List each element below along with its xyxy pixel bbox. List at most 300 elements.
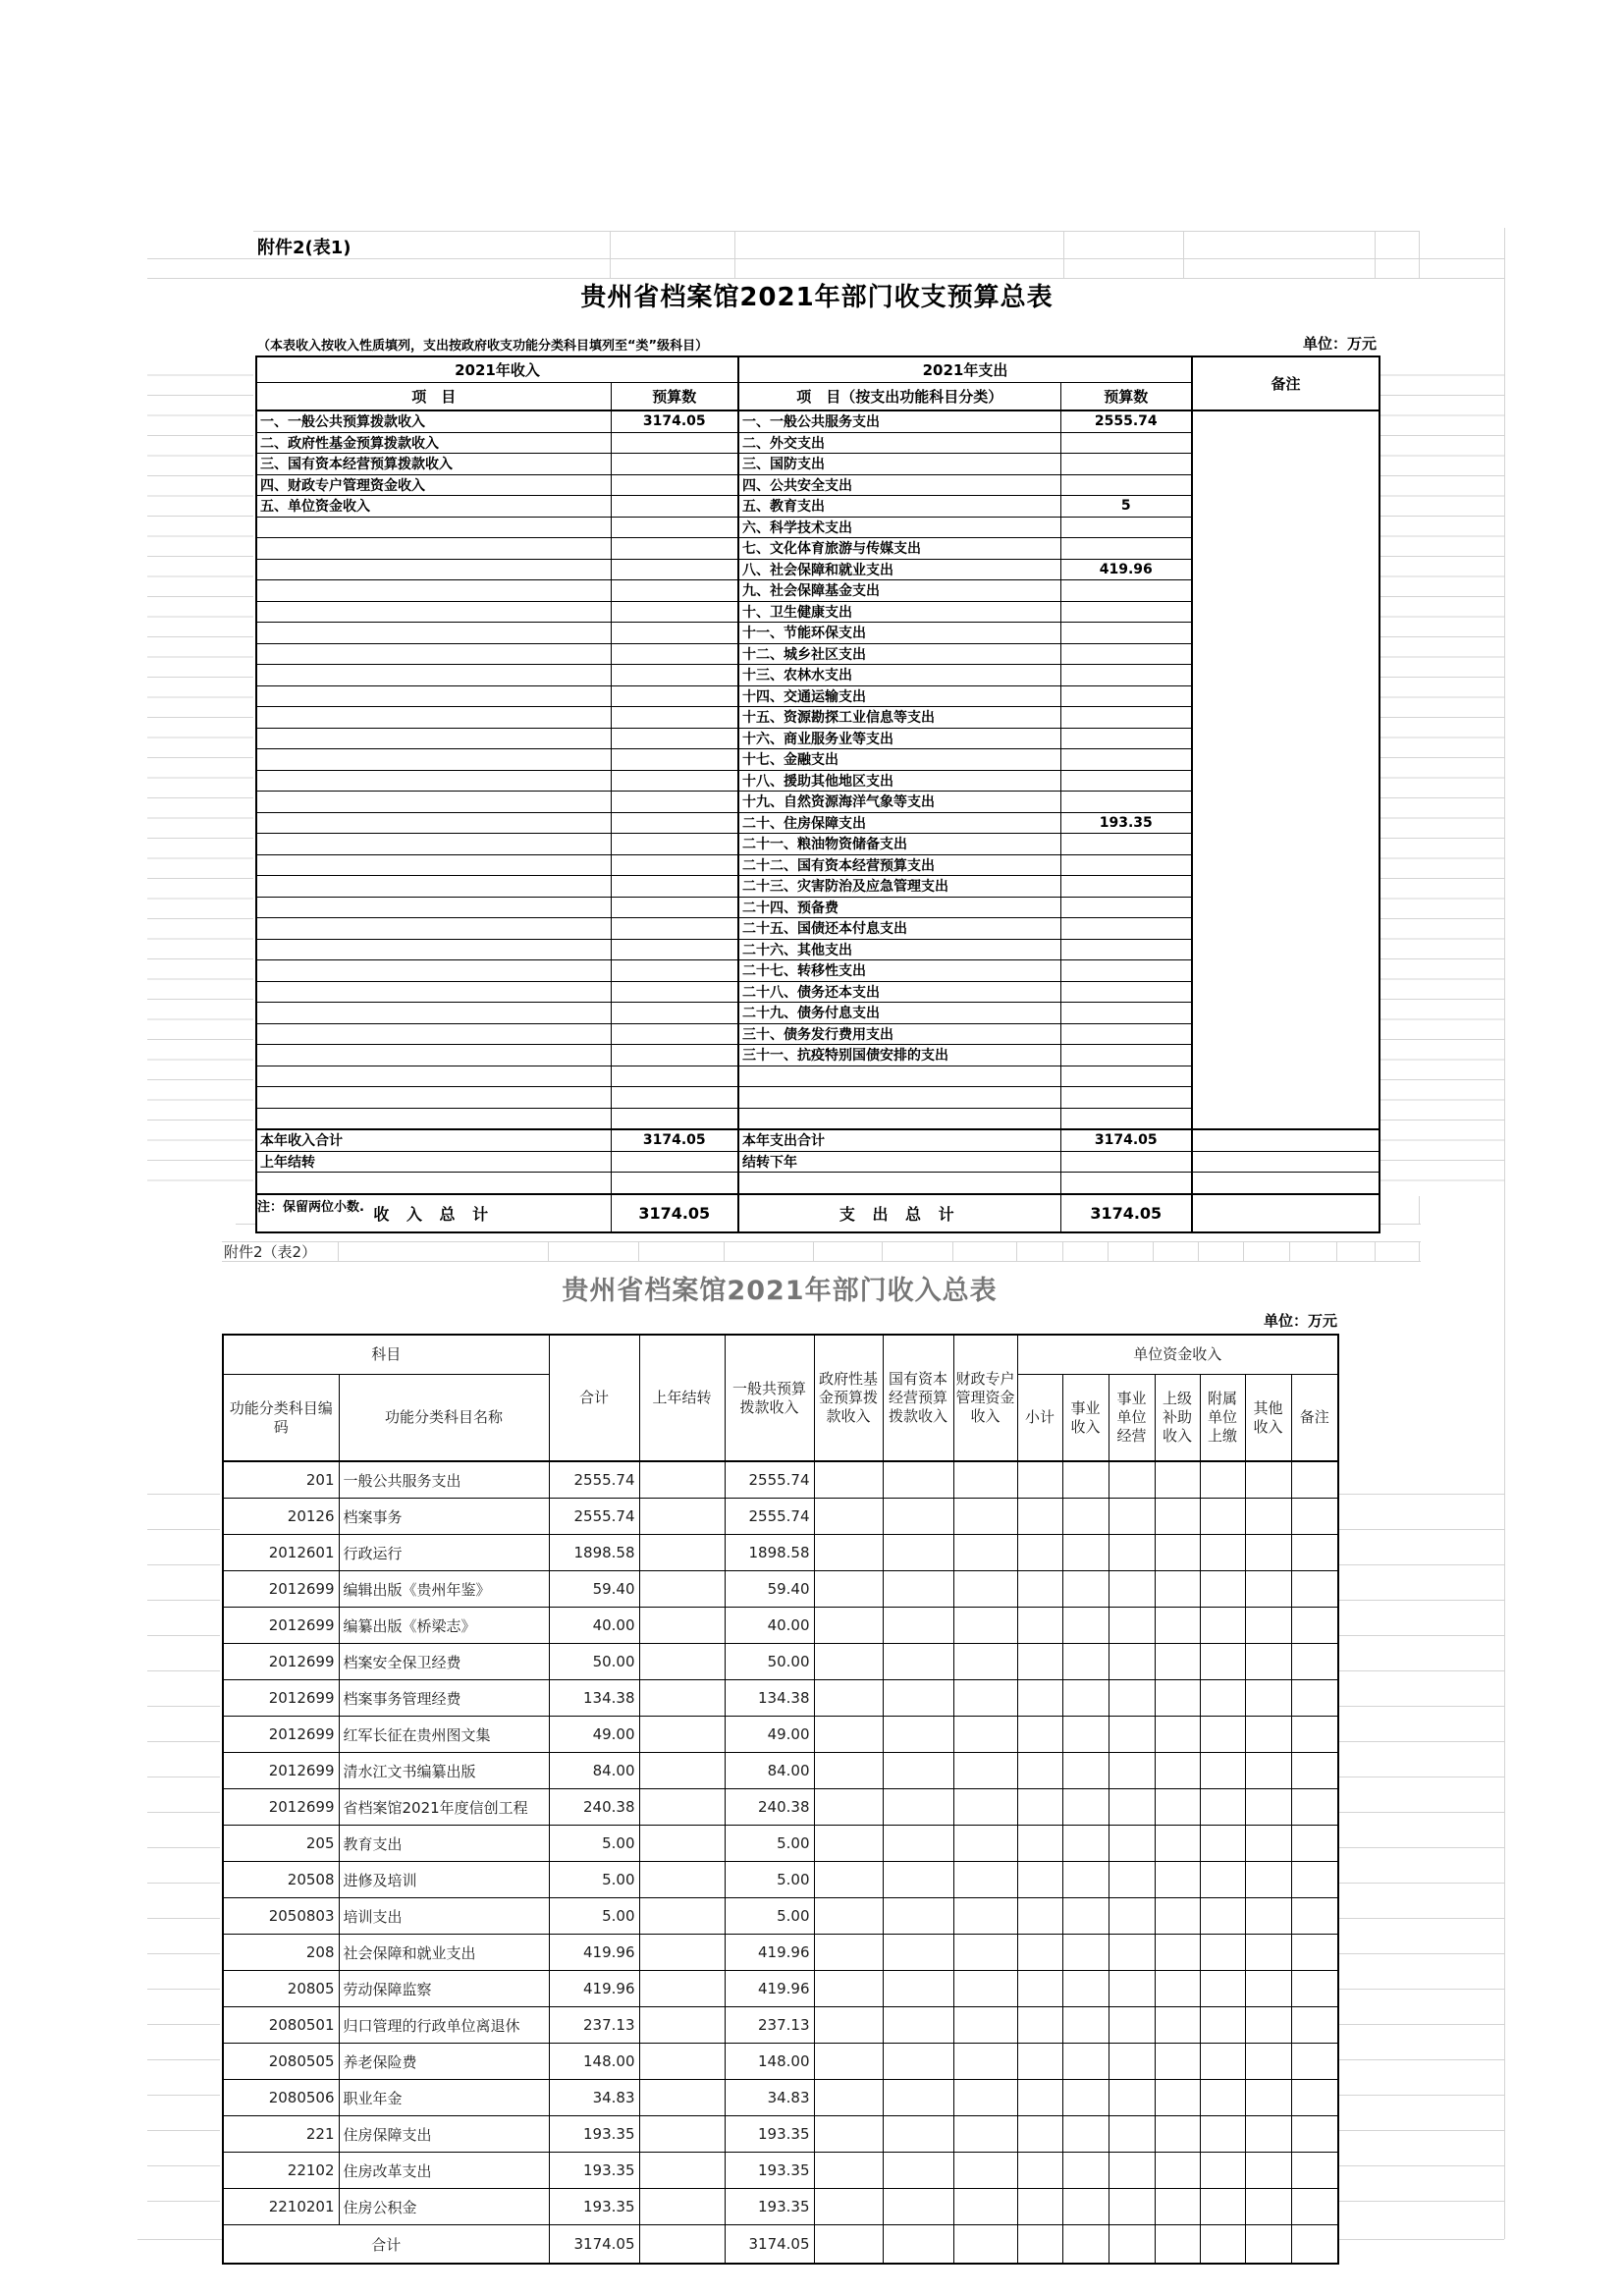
remark-cell: [1291, 1898, 1338, 1935]
fiscal-account-cell: [953, 2153, 1017, 2189]
carryover-cell: [639, 1789, 725, 1826]
other-income-cell: [1245, 2153, 1291, 2189]
subtotal-cell: [1017, 2007, 1062, 2044]
gridline: [1198, 1241, 1199, 1261]
expense-amount-cell: [1060, 707, 1192, 729]
budget-summary-table: [255, 355, 1380, 1233]
expense-amount-cell: 193.35: [1060, 812, 1192, 834]
income-item-cell: [256, 1023, 611, 1045]
income-amount-cell: [611, 939, 738, 960]
other-income-cell: [1245, 2225, 1291, 2265]
table2-row: [223, 1499, 1338, 1535]
state-capital-cell: [883, 1826, 953, 1862]
table1-header-row-groups: [256, 356, 1380, 383]
income-amount-cell: [611, 623, 738, 644]
expense-item-cell: 三、国防支出: [738, 454, 1060, 475]
income-total-label-cell: 收 入 总 计: [256, 1194, 611, 1232]
fiscal-account-cell: [953, 1644, 1017, 1680]
fiscal-account-cell: [953, 2189, 1017, 2225]
expense-item-cell: 二、外交支出: [738, 432, 1060, 454]
higher-subsidy-cell: [1155, 1571, 1200, 1608]
expense-item-cell: 二十五、国债还本付息支出: [738, 918, 1060, 940]
subtotal-cell: [1017, 1826, 1062, 1862]
general-budget-header: 一般共预算拨款收入: [725, 1335, 814, 1461]
other-income-cell: [1245, 1461, 1291, 1499]
expense-item-cell: 十六、商业服务业等支出: [738, 728, 1060, 749]
general-budget-cell: 5.00: [725, 1826, 814, 1862]
state-capital-cell: [883, 1971, 953, 2007]
table1-row: [256, 876, 1380, 898]
income-amount-cell: [611, 1173, 738, 1194]
table2-row: [223, 1898, 1338, 1935]
remark-cell: [1192, 897, 1380, 918]
total-cell: 59.40: [549, 1571, 639, 1608]
income-item-cell: [256, 685, 611, 707]
income-amount-cell: [611, 770, 738, 792]
remark-cell: [1291, 2189, 1338, 2225]
fiscal-account-cell: [953, 1898, 1017, 1935]
higher-subsidy-cell: [1155, 1608, 1200, 1644]
code-cell: 22102: [223, 2153, 339, 2189]
higher-subsidy-cell: [1155, 1935, 1200, 1971]
gov-fund-cell: [814, 2116, 883, 2153]
name-cell: 住房公积金: [339, 2189, 549, 2225]
higher-subsidy-header: 上级补助收入: [1155, 1375, 1200, 1462]
business-income-cell: [1062, 2116, 1109, 2153]
table1-row: [256, 1173, 1380, 1194]
gridline: [1419, 231, 1420, 278]
business-operation-cell: [1109, 2007, 1155, 2044]
total-cell: 5.00: [549, 1862, 639, 1898]
income-amount-cell: [611, 432, 738, 454]
expense-amount-cell: [1060, 728, 1192, 749]
other-income-cell: [1245, 1571, 1291, 1608]
table1-row: [256, 538, 1380, 560]
table2-unit-label: 单位：万元: [1263, 1312, 1337, 1330]
affiliate-remit-cell: [1200, 1644, 1245, 1680]
remark-cell: [1192, 960, 1380, 982]
fiscal-account-header: 财政专户管理资金收入: [953, 1335, 1017, 1461]
subtotal-cell: [1017, 1862, 1062, 1898]
table1-row: [256, 812, 1380, 834]
expense-amount-cell: [1060, 876, 1192, 898]
business-income-cell: [1062, 1644, 1109, 1680]
gov-fund-cell: [814, 2007, 883, 2044]
income-item-header: 项 目: [256, 383, 611, 411]
table2-row: [223, 1935, 1338, 1971]
general-budget-cell: 193.35: [725, 2153, 814, 2189]
income-amount-cell: [611, 538, 738, 560]
income-item-cell: [256, 1173, 611, 1194]
business-operation-cell: [1109, 2044, 1155, 2080]
gov-fund-cell: [814, 1608, 883, 1644]
income-item-cell: [256, 834, 611, 855]
expense-amount-cell: 419.96: [1060, 559, 1192, 580]
affiliate-remit-cell: [1200, 1826, 1245, 1862]
business-income-cell: [1062, 1935, 1109, 1971]
expense-amount-cell: [1060, 834, 1192, 855]
higher-subsidy-cell: [1155, 2044, 1200, 2080]
subtotal-cell: [1017, 1680, 1062, 1717]
income-item-cell: [256, 1087, 611, 1109]
table2-body: [223, 1461, 1338, 2264]
subtotal-header: 小计: [1017, 1375, 1062, 1462]
remark-cell: [1192, 1194, 1380, 1232]
table1-fill-note: （本表收入按收入性质填列，支出按政府收支功能分类科目填列至“类”级科目）: [257, 339, 709, 354]
remark-cell: [1192, 854, 1380, 876]
table2-row: [223, 1535, 1338, 1571]
income-amount-cell: [611, 834, 738, 855]
carryover-cell: [639, 1971, 725, 2007]
expense-amount-cell: [1060, 517, 1192, 538]
expense-amount-cell: [1060, 854, 1192, 876]
other-income-cell: [1245, 2007, 1291, 2044]
income-amount-cell: [611, 665, 738, 686]
subtotal-cell: [1017, 1461, 1062, 1499]
table2-row: [223, 2007, 1338, 2044]
total-cell: 49.00: [549, 1717, 639, 1753]
table1-body: [256, 410, 1380, 1232]
remark-cell: [1192, 1129, 1380, 1151]
business-income-cell: [1062, 2080, 1109, 2116]
remark-cell: [1192, 1045, 1380, 1066]
table1-row: [256, 770, 1380, 792]
other-income-cell: [1245, 2116, 1291, 2153]
table2-row: [223, 1571, 1338, 1608]
affiliate-remit-cell: [1200, 2080, 1245, 2116]
higher-subsidy-cell: [1155, 1644, 1200, 1680]
code-cell: 205: [223, 1826, 339, 1862]
gridline: [1183, 231, 1184, 278]
expense-item-header: 项 目（按支出功能科目分类）: [738, 383, 1060, 411]
higher-subsidy-cell: [1155, 1862, 1200, 1898]
income-item-cell: [256, 876, 611, 898]
table1-row: [256, 1087, 1380, 1109]
remark-cell: [1291, 1608, 1338, 1644]
income-amount-cell: [611, 1108, 738, 1129]
income-item-cell: [256, 1066, 611, 1087]
total-cell: 5.00: [549, 1898, 639, 1935]
fiscal-account-cell: [953, 1680, 1017, 1717]
expense-item-cell: 二十三、灾害防治及应急管理支出: [738, 876, 1060, 898]
subtotal-cell: [1017, 2116, 1062, 2153]
business-operation-cell: [1109, 1717, 1155, 1753]
affiliate-remit-cell: [1200, 2153, 1245, 2189]
business-operation-cell: [1109, 1971, 1155, 2007]
general-budget-cell: 419.96: [725, 1935, 814, 1971]
gridline: [638, 1241, 639, 1261]
table1-row: [256, 854, 1380, 876]
table1-footnote: 注：保留两位小数.: [257, 1200, 364, 1215]
affiliate-remit-cell: [1200, 2044, 1245, 2080]
higher-subsidy-cell: [1155, 2007, 1200, 2044]
remark-cell: [1291, 1571, 1338, 1608]
affiliate-remit-header: 附属单位上缴: [1200, 1375, 1245, 1462]
business-income-cell: [1062, 2044, 1109, 2080]
income-item-cell: 三、国有资本经营预算拨款收入: [256, 454, 611, 475]
table1-row: [256, 1045, 1380, 1066]
higher-subsidy-cell: [1155, 1535, 1200, 1571]
remark-cell: [1291, 1789, 1338, 1826]
remark-cell: [1291, 2116, 1338, 2153]
total-cell: 34.83: [549, 2080, 639, 2116]
other-income-cell: [1245, 1680, 1291, 1717]
expense-amount-cell: [1060, 601, 1192, 623]
name-cell: 编纂出版《桥梁志》: [339, 1608, 549, 1644]
state-capital-cell: [883, 1789, 953, 1826]
total-cell: 84.00: [549, 1753, 639, 1789]
business-income-cell: [1062, 1971, 1109, 2007]
expense-amount-cell: [1060, 1108, 1192, 1129]
remark-cell: [1192, 623, 1380, 644]
table1-title: 贵州省档案馆2021年部门收支预算总表: [580, 283, 1054, 312]
income-item-cell: [256, 580, 611, 602]
state-capital-cell: [883, 1499, 953, 1535]
income-amount-cell: [611, 1003, 738, 1024]
code-cell: 2210201: [223, 2189, 339, 2225]
higher-subsidy-cell: [1155, 2116, 1200, 2153]
remark-cell: [1291, 2007, 1338, 2044]
name-cell: 档案事务管理经费: [339, 1680, 549, 1717]
expense-item-cell: 五、教育支出: [738, 496, 1060, 518]
gov-fund-cell: [814, 2189, 883, 2225]
remark-cell: [1291, 1862, 1338, 1898]
state-capital-cell: [883, 1898, 953, 1935]
business-operation-cell: [1109, 1499, 1155, 1535]
expense-group-header: 2021年支出: [738, 356, 1192, 383]
remark-cell: [1192, 770, 1380, 792]
affiliate-remit-cell: [1200, 1461, 1245, 1499]
income-item-cell: [256, 1108, 611, 1129]
income-item-cell: [256, 643, 611, 665]
gov-fund-header: 政府性基金预算拨款收入: [814, 1335, 883, 1461]
code-cell: 20508: [223, 1862, 339, 1898]
code-cell: 2012699: [223, 1608, 339, 1644]
table2-row: [223, 1717, 1338, 1753]
other-income-cell: [1245, 1535, 1291, 1571]
name-cell: 档案事务: [339, 1499, 549, 1535]
income-amount-cell: [611, 792, 738, 813]
expense-item-cell: 二十、住房保障支出: [738, 812, 1060, 834]
remark-cell: [1291, 1461, 1338, 1499]
business-income-cell: [1062, 1753, 1109, 1789]
remark-cell: [1192, 685, 1380, 707]
remark-cell: [1192, 538, 1380, 560]
gov-fund-cell: [814, 1717, 883, 1753]
fiscal-account-cell: [953, 1717, 1017, 1753]
business-income-cell: [1062, 1461, 1109, 1499]
higher-subsidy-cell: [1155, 1717, 1200, 1753]
state-capital-header: 国有资本经营预算拨款收入: [883, 1335, 953, 1461]
name-cell: 职业年金: [339, 2080, 549, 2116]
expense-amount-cell: 5: [1060, 496, 1192, 518]
expense-item-cell: [738, 1173, 1060, 1194]
total-cell: 5.00: [549, 1826, 639, 1862]
table1-row: [256, 707, 1380, 729]
fiscal-account-cell: [953, 1862, 1017, 1898]
business-operation-cell: [1109, 1826, 1155, 1862]
gridline: [1063, 231, 1064, 278]
remark-cell: [1192, 665, 1380, 686]
table1-row: [256, 792, 1380, 813]
name-cell: 培训支出: [339, 1898, 549, 1935]
income-amount-cell: [611, 1066, 738, 1087]
other-income-cell: [1245, 2044, 1291, 2080]
code-cell: 2012699: [223, 1753, 339, 1789]
income-amount-cell: [611, 1087, 738, 1109]
subtotal-cell: [1017, 1971, 1062, 2007]
expense-amount-cell: [1060, 623, 1192, 644]
name-cell: 住房改革支出: [339, 2153, 549, 2189]
affiliate-remit-cell: [1200, 1862, 1245, 1898]
table1-row: [256, 432, 1380, 454]
state-capital-cell: [883, 1461, 953, 1499]
income-amount-cell: [611, 960, 738, 982]
fiscal-account-cell: [953, 1571, 1017, 1608]
table2-row: [223, 2080, 1338, 2116]
table2-row: [223, 1608, 1338, 1644]
table1-row: [256, 517, 1380, 538]
expense-amount-cell: [1060, 1087, 1192, 1109]
business-income-cell: [1062, 1680, 1109, 1717]
remark-cell: [1192, 792, 1380, 813]
business-income-cell: [1062, 1898, 1109, 1935]
subtotal-cell: [1017, 1898, 1062, 1935]
business-operation-cell: [1109, 1608, 1155, 1644]
subtotal-cell: [1017, 2225, 1062, 2265]
remark-cell: [1291, 1826, 1338, 1862]
table1-row: [256, 1066, 1380, 1087]
name-header: 功能分类科目名称: [339, 1375, 549, 1462]
expense-item-cell: 二十一、粮油物资储备支出: [738, 834, 1060, 855]
table1-row: [256, 960, 1380, 982]
income-item-cell: [256, 665, 611, 686]
gridline: [724, 1241, 725, 1261]
carryover-cell: [639, 1499, 725, 1535]
general-budget-cell: 50.00: [725, 1644, 814, 1680]
table1-unit-label: 单位：万元: [1302, 335, 1377, 353]
business-income-cell: [1062, 1499, 1109, 1535]
business-income-cell: [1062, 1862, 1109, 1898]
income-amount-cell: [611, 474, 738, 496]
income-item-cell: [256, 601, 611, 623]
code-cell: 221: [223, 2116, 339, 2153]
expense-amount-cell: [1060, 1023, 1192, 1045]
table1-row: [256, 454, 1380, 475]
income-item-cell: [256, 770, 611, 792]
total-cell: 1898.58: [549, 1535, 639, 1571]
affiliate-remit-cell: [1200, 2007, 1245, 2044]
gridline: [1419, 1196, 1420, 1224]
state-capital-cell: [883, 2044, 953, 2080]
expense-amount-cell: [1060, 1066, 1192, 1087]
expense-amount-cell: [1060, 960, 1192, 982]
code-cell: 2012699: [223, 1644, 339, 1680]
income-item-cell: 一、一般公共预算拨款收入: [256, 410, 611, 432]
income-item-cell: [256, 792, 611, 813]
higher-subsidy-cell: [1155, 1789, 1200, 1826]
higher-subsidy-cell: [1155, 2225, 1200, 2265]
code-cell: 201: [223, 1461, 339, 1499]
gov-fund-cell: [814, 2044, 883, 2080]
table2-row: [223, 1680, 1338, 1717]
expense-item-cell: 三十、债务发行费用支出: [738, 1023, 1060, 1045]
business-operation-cell: [1109, 2116, 1155, 2153]
gridline: [1108, 1241, 1109, 1261]
gridline: [1336, 1241, 1337, 1261]
affiliate-remit-cell: [1200, 1898, 1245, 1935]
carryover-cell: [639, 1608, 725, 1644]
business-income-cell: [1062, 2225, 1109, 2265]
expense-item-cell: 二十四、预备费: [738, 897, 1060, 918]
expense-item-cell: 七、文化体育旅游与传媒支出: [738, 538, 1060, 560]
business-operation-cell: [1109, 2153, 1155, 2189]
gridline-strip-left-t1: [147, 355, 253, 1192]
expense-amount-cell: [1060, 685, 1192, 707]
remark-cell: [1291, 1680, 1338, 1717]
table2-row: [223, 1644, 1338, 1680]
affiliate-remit-cell: [1200, 1535, 1245, 1571]
higher-subsidy-cell: [1155, 2080, 1200, 2116]
remark-cell: [1291, 1717, 1338, 1753]
table1-row: [256, 1023, 1380, 1045]
remark-cell: [1192, 728, 1380, 749]
table1-row: [256, 623, 1380, 644]
expense-amount-cell: [1060, 643, 1192, 665]
total-cell: 134.38: [549, 1680, 639, 1717]
remark-cell: [1192, 1087, 1380, 1109]
gridline: [610, 231, 611, 278]
state-capital-cell: [883, 1644, 953, 1680]
business-operation-cell: [1109, 2080, 1155, 2116]
total-cell: 3174.05: [549, 2225, 639, 2265]
expense-amount-cell: [1060, 580, 1192, 602]
other-income-cell: [1245, 1971, 1291, 2007]
general-budget-cell: 237.13: [725, 2007, 814, 2044]
remark-header: 备注: [1192, 356, 1380, 410]
expense-item-cell: [738, 1087, 1060, 1109]
table2-row: [223, 1826, 1338, 1862]
gridline: [1419, 1241, 1420, 1261]
affiliate-remit-cell: [1200, 1789, 1245, 1826]
code-cell: 2050803: [223, 1898, 339, 1935]
affiliate-remit-cell: [1200, 1935, 1245, 1971]
fiscal-account-cell: [953, 1789, 1017, 1826]
general-budget-cell: 40.00: [725, 1608, 814, 1644]
fiscal-account-cell: [953, 2116, 1017, 2153]
income-amount-cell: [611, 454, 738, 475]
expense-total-amount-cell: 3174.05: [1060, 1194, 1192, 1232]
higher-subsidy-cell: [1155, 1971, 1200, 2007]
affiliate-remit-cell: [1200, 2116, 1245, 2153]
gov-fund-cell: [814, 1753, 883, 1789]
name-cell: 编辑出版《贵州年鉴》: [339, 1571, 549, 1608]
affiliate-remit-cell: [1200, 1717, 1245, 1753]
expense-amount-cell: [1060, 1045, 1192, 1066]
subtotal-cell: [1017, 1499, 1062, 1535]
subtotal-cell: [1017, 2153, 1062, 2189]
general-budget-cell: 5.00: [725, 1898, 814, 1935]
business-income-cell: [1062, 2153, 1109, 2189]
table1-row: [256, 1151, 1380, 1173]
other-income-cell: [1245, 1826, 1291, 1862]
business-operation-cell: [1109, 1753, 1155, 1789]
carryover-cell: [639, 1862, 725, 1898]
expense-item-cell: 十八、援助其他地区支出: [738, 770, 1060, 792]
gridline: [338, 1241, 339, 1261]
name-cell: 进修及培训: [339, 1862, 549, 1898]
business-income-cell: [1062, 1789, 1109, 1826]
